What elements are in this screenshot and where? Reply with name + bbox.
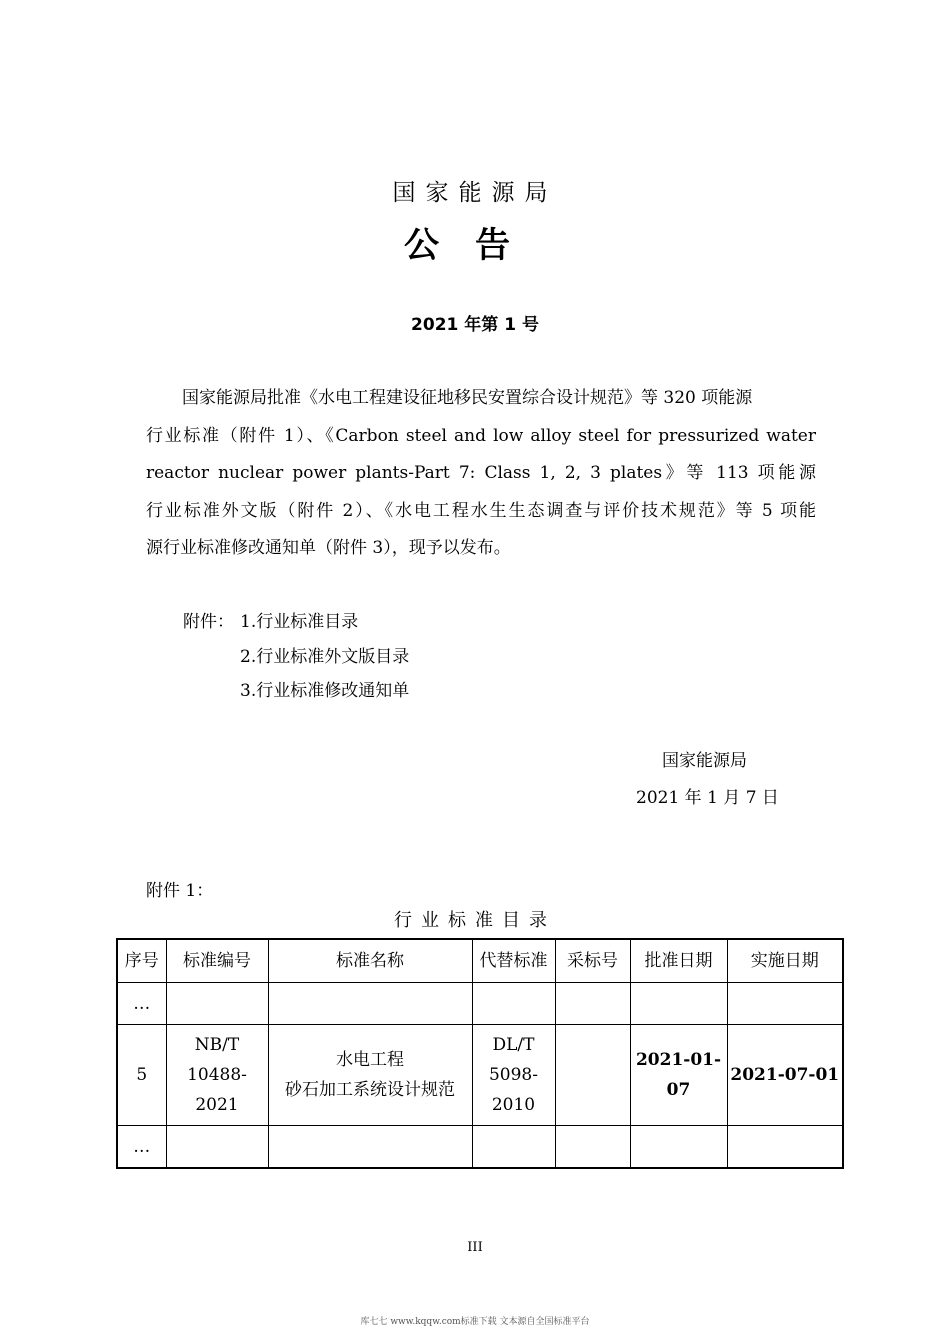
table-title: 行业标准目录: [394, 910, 556, 931]
column-header: 序号: [117, 939, 166, 983]
standard-number-line: 10488-2021: [187, 1065, 247, 1115]
column-header: 代替标准: [472, 939, 555, 983]
standard-number-line: NB/T: [194, 1035, 240, 1055]
seq-cell: 5: [117, 1025, 166, 1126]
table-row: [117, 983, 843, 1025]
document-number: 2021 年第 1 号: [411, 315, 539, 335]
attachment-item: 3.行业标准修改通知单: [240, 681, 410, 701]
announcement-title: 公告: [403, 226, 546, 266]
table-row: [117, 1025, 843, 1126]
ellipsis-cell: …: [117, 1126, 166, 1169]
column-header: 批准日期: [630, 939, 727, 983]
table-row: [117, 1126, 843, 1169]
column-header: 标准编号: [166, 939, 268, 983]
page-number: III: [467, 1240, 483, 1255]
replaced-standard-cell: [472, 1025, 555, 1126]
body-line: 行业标准（附件 1）、《Carbon steel and low alloy steel for pressurized water: [146, 425, 816, 446]
standard-number-cell: [166, 1025, 268, 1126]
body-line: 国家能源局批准《水电工程建设征地移民安置综合设计规范》等 320 项能源: [182, 388, 753, 408]
attachment-item: 1.行业标准目录: [240, 612, 359, 632]
footer-note: 库七七 www.kqqw.com标准下载 文本源自全国标准平台: [360, 1317, 590, 1327]
standard-name-cell: [268, 1025, 472, 1126]
effective-date-cell: 2021-07-01: [727, 1025, 843, 1126]
adoption-number-cell: [555, 1025, 630, 1126]
replaced-standard-line: DL/T: [492, 1035, 535, 1055]
appendix-label: 附件 1：: [146, 881, 214, 901]
attachments-label: 附件：: [183, 612, 234, 632]
replaced-standard-line: 2010: [491, 1095, 536, 1115]
announcement-body: [146, 380, 816, 568]
attachment-item: 2.行业标准外文版目录: [240, 647, 410, 667]
standard-name-line: 水电工程: [336, 1050, 404, 1070]
standard-name-line: 砂石加工系统设计规范: [285, 1080, 455, 1100]
body-line: reactor nuclear power plants-Part 7: Class 1, 2, 3 plates》等 113 项能源: [146, 463, 816, 483]
body-line: 源行业标准修改通知单（附件 3），现予以发布。: [146, 538, 511, 558]
replaced-standard-line: 5098-: [488, 1065, 538, 1085]
issuing-agency: 国家能源局: [392, 180, 558, 206]
approval-date-cell: 2021-01-07: [630, 1025, 727, 1126]
ellipsis-cell: …: [117, 983, 166, 1025]
column-header: 采标号: [555, 939, 630, 983]
signature-date: 2021 年 1 月 7 日: [636, 788, 779, 808]
body-line: 行业标准外文版（附件 2）、《水电工程水生生态调查与评价技术规范》等 5 项能: [146, 500, 816, 521]
column-header: 标准名称: [268, 939, 472, 983]
signature-org: 国家能源局: [662, 751, 747, 771]
column-header: 实施日期: [727, 939, 843, 983]
table-header-row: [117, 939, 843, 983]
standards-table: [116, 938, 844, 1169]
